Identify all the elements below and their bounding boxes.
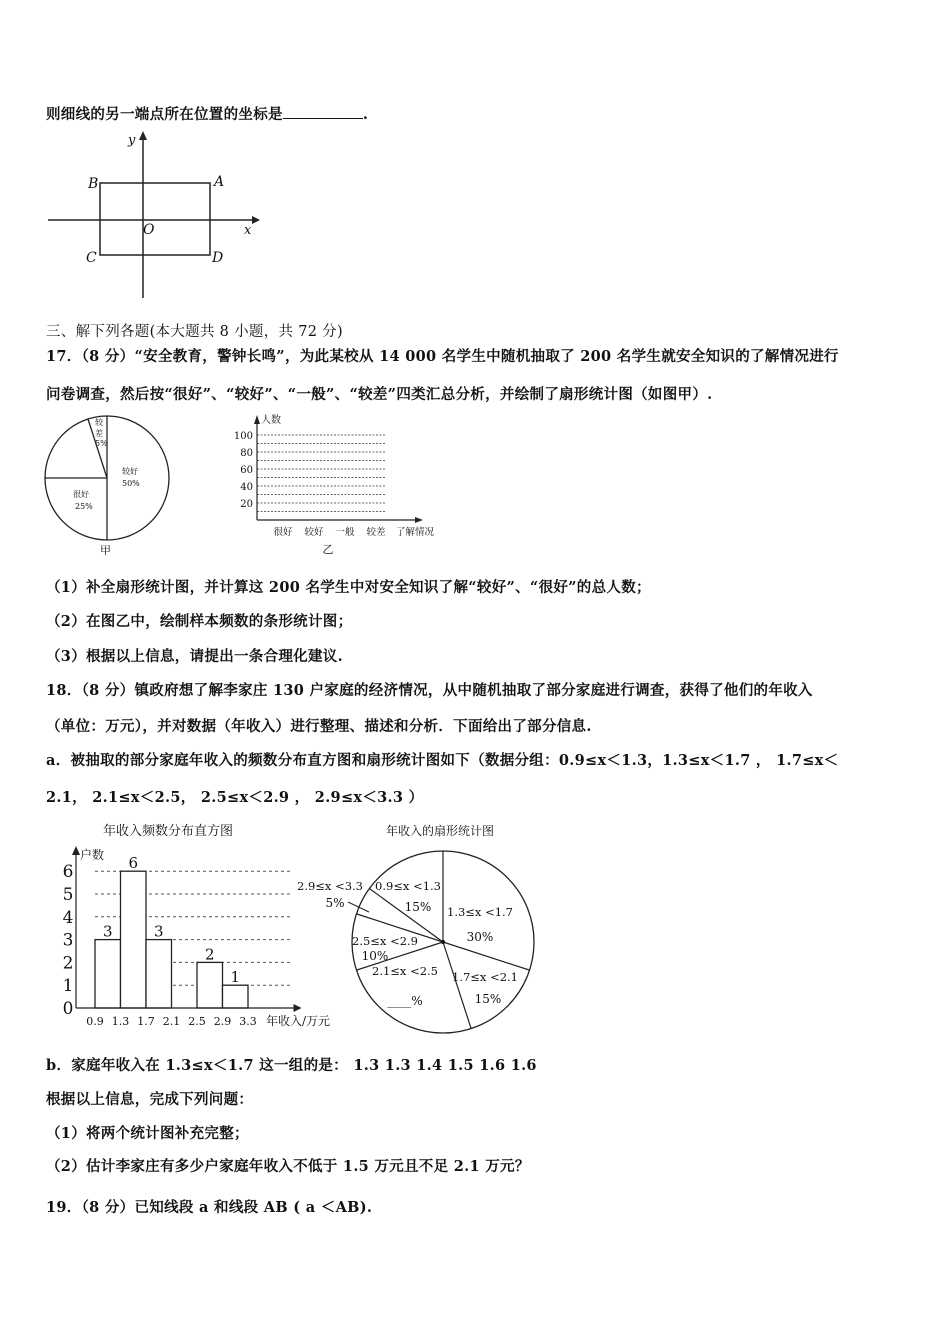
- slice-label: 0.9≤x <1.3: [375, 879, 441, 893]
- slice-label-jiaocha-1: 较: [95, 418, 103, 427]
- rectangle-coordinate-figure: [40, 128, 270, 303]
- x-tick-label: 2.1: [162, 1015, 181, 1028]
- q18-text-2: （单位：万元），并对数据（年收入）进行整理、描述和分析．下面给出了部分信息.: [46, 718, 592, 735]
- caption-jia: 甲: [100, 544, 111, 557]
- slice-label: 2.9≤x <3.3: [297, 879, 363, 893]
- slice-percent: 30%: [466, 930, 494, 944]
- q16-text: 则细线的另一端点所在位置的坐标是: [46, 106, 283, 123]
- q18-text-1: 18．（8 分）镇政府想了解李家庄 130 户家庭的经济情况，从中随机抽取了部分家庭进行调查，获得了他们的年收入: [46, 682, 813, 699]
- slice-label: 2.1≤x <2.5: [372, 964, 438, 978]
- x-axis-title: 了解情况: [395, 527, 435, 538]
- q17-text-2: 问卷调查，然后按“很好”、“较好”、“一般”、“较差”四类汇总分析，并绘制了扇形统计图（如图甲）.: [46, 386, 713, 403]
- q17-text-1: 17．（8 分）“安全教育，警钟长鸣”，为此某校从 14 000 名学生中随机抽取了 200 名学生就安全知识的了解情况进行: [46, 348, 839, 365]
- caption-yi: 乙: [322, 543, 334, 556]
- y-tick-label: 80: [240, 448, 253, 459]
- q18-part-2: （2）估计李家庄有多少户家庭年收入不低于 1.5 万元且不足 2.1 万元？: [46, 1158, 530, 1175]
- pie-center: [441, 940, 445, 944]
- q18-part-1: （1）将两个统计图补充完整；: [46, 1125, 249, 1142]
- y-axis-title: 人数: [261, 415, 281, 426]
- histogram-bar: [121, 871, 147, 1008]
- chart-title: 年收入频数分布直方图: [102, 824, 234, 839]
- point-b-label: B: [88, 176, 99, 192]
- y-tick-label: 6: [62, 862, 74, 883]
- y-tick-label: 1: [62, 976, 74, 997]
- histogram-bar: [146, 940, 172, 1008]
- q19-text: 19．（8 分）已知线段 a 和线段 AB ( a ＜AB).: [46, 1199, 373, 1216]
- y-axis-arrow: [254, 415, 260, 424]
- y-axis-label: y: [128, 133, 136, 148]
- bar-value-label: 3: [153, 922, 164, 941]
- bar-value-label: 1: [230, 968, 241, 987]
- slice-label-jiaocha-2: 差: [95, 429, 103, 438]
- q18-text-a2: 2.1， 2.1≤x＜2.5， 2.5≤x＜2.9 ， 2.9≤x＜3.3 ）: [46, 789, 424, 806]
- x-tick-label: 2.5: [188, 1015, 206, 1028]
- y-tick-label: 60: [240, 465, 253, 476]
- bar-value-label: 2: [204, 945, 215, 964]
- slice-label: 2.5≤x <2.9: [352, 934, 418, 948]
- pie-chart-jia: [40, 412, 180, 557]
- category-label: 较差: [366, 527, 386, 538]
- point-d-label: D: [212, 250, 224, 266]
- q18-text-c: 根据以上信息，完成下列问题：: [46, 1091, 254, 1108]
- slice-percent: 5%: [325, 896, 345, 910]
- y-tick-label: 40: [240, 482, 253, 493]
- point-c-label: C: [86, 250, 97, 266]
- category-label: 一般: [335, 527, 355, 538]
- slice-pct-jiaohao: 50%: [122, 479, 140, 488]
- histogram-bar: [223, 985, 249, 1008]
- y-tick-label: 5: [62, 885, 74, 905]
- pie-chart-income: [290, 815, 550, 1035]
- x-tick-label: 1.7: [137, 1015, 155, 1028]
- x-axis-title: 年收入/万元: [265, 1014, 331, 1028]
- slice-percent: 10%: [361, 949, 389, 963]
- y-tick-label: 3: [62, 930, 74, 951]
- slice-percent: 15%: [474, 992, 502, 1006]
- q17-part-3: （3）根据以上信息，请提出一条合理化建议.: [46, 648, 343, 665]
- y-tick-label: 0: [62, 999, 74, 1019]
- y-tick-label: 4: [62, 907, 74, 928]
- section-heading: 三、解下列各题(本大题共 8 小题，共 72 分): [46, 324, 343, 340]
- q18-text-b: b．家庭年收入在 1.3≤x＜1.7 这一组的是： 1.3 1.3 1.4 1.5 1.6 1.6: [46, 1057, 537, 1074]
- bar-value-label: 6: [128, 854, 139, 873]
- q17-part-1: （1）补全扇形统计图，并计算这 200 名学生中对安全知识了解“较好”、“很好”的总人数；: [46, 579, 651, 596]
- x-tick-label: 0.9: [86, 1015, 104, 1028]
- x-tick-label: 2.9: [213, 1015, 232, 1028]
- chart-title: 年收入的扇形统计图: [385, 824, 495, 838]
- bar-value-label: 3: [102, 922, 113, 941]
- x-axis-label: x: [244, 223, 252, 238]
- x-axis-arrow: [415, 517, 423, 523]
- y-tick-label: 100: [233, 431, 253, 442]
- category-label: 很好: [273, 527, 293, 538]
- slice-label: 1.3≤x <1.7: [447, 905, 513, 919]
- slice-percent: 15%: [404, 900, 432, 914]
- x-tick-label: 1.3: [111, 1015, 130, 1028]
- slice-label-henhao: 很好: [73, 490, 89, 499]
- y-tick-label: 2: [62, 953, 74, 974]
- slice-pct-jiaocha: 5%: [95, 439, 108, 448]
- y-axis-title: 户数: [80, 848, 105, 862]
- slice-percent: ____%: [387, 994, 423, 1008]
- slice-label-jiaohao: 较好: [122, 467, 138, 476]
- q16-tail: [46, 103, 368, 124]
- category-label: 较好: [304, 527, 324, 538]
- answer-blank: [283, 106, 363, 119]
- q17-part-2: （2）在图乙中，绘制样本频数的条形统计图；: [46, 613, 353, 630]
- q16-end: .: [362, 106, 369, 123]
- histogram-bar: [197, 962, 223, 1008]
- q18-text-a1: a．被抽取的部分家庭年收入的频数分布直方图和扇形统计图如下（数据分组：0.9≤x＜1.3，1.3≤x＜1.7 ， 1.7≤x＜: [46, 752, 839, 769]
- slice-label: 1.7≤x <2.1: [452, 970, 518, 984]
- origin-label: O: [143, 222, 155, 238]
- y-axis-arrow: [72, 846, 80, 855]
- histogram-bar: [95, 940, 121, 1008]
- bar-chart-yi: [225, 412, 455, 557]
- slice-pct-henhao: 25%: [75, 502, 93, 511]
- x-tick-label: 3.3: [239, 1015, 257, 1028]
- y-tick-label: 20: [240, 499, 253, 510]
- point-a-label: A: [214, 174, 225, 190]
